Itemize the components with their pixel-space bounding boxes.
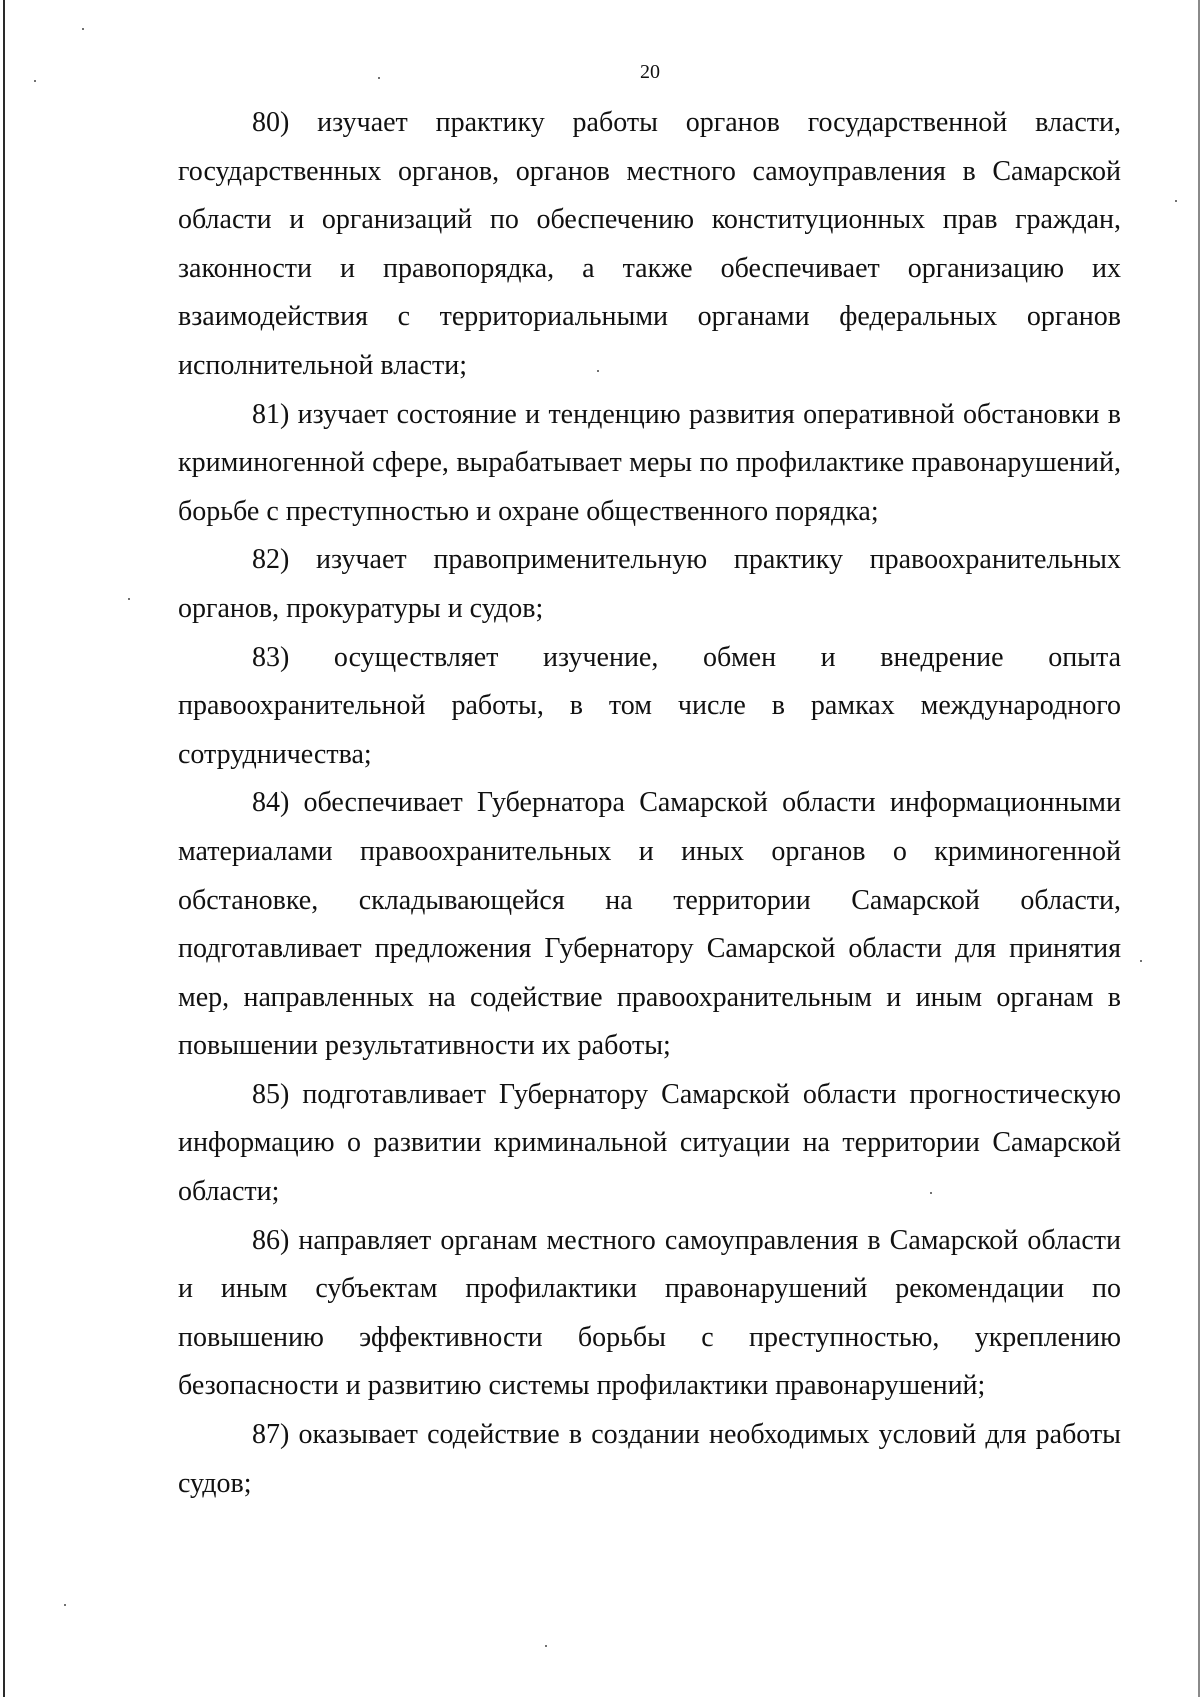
- scan-edge-left: [3, 0, 5, 1697]
- paragraph-80: 80) изучает практику работы органов государственной власти, государственных органов, органов местного самоуправления в Самарской области и организаций по обеспечению конституционных прав граждан, законности и правопорядка, а также обеспечивает организацию их взаимодействия с территориальными органами федеральных органов исполнительной власти;: [178, 107, 1121, 381]
- scan-speck: [1175, 200, 1177, 202]
- scan-speck: [1140, 960, 1142, 962]
- paragraph-84: 84) обеспечивает Губернатора Самарской области информационными материалами правоохранительных и иных органов о криминогенной обстановке, складывающейся на территории Самарской области, подготавливает предложения Губернатору Самарской области для принятия мер, направленных на содействие правоохранительным и иным органам в повышении результативности их работы;: [178, 787, 1121, 1062]
- scan-speck: [82, 28, 84, 30]
- paragraph-87: 87) оказывает содействие в создании необходимых условий для работы судов;: [178, 1419, 1121, 1499]
- paragraph-81: 81) изучает состояние и тенденцию развития оперативной обстановки в криминогенной сфере, вырабатывает меры по профилактике правонарушений, борьбе с преступностью и охране общественного порядка;: [178, 398, 1121, 527]
- paragraph-85: 85) подготавливает Губернатору Самарской области прогностическую информацию о развитии криминальной ситуации на территории Самарской области;: [178, 1078, 1121, 1208]
- page-number: 20: [640, 61, 660, 83]
- scan-speck: [64, 1604, 66, 1606]
- scan-speck: [128, 598, 130, 600]
- document-body: [178, 99, 1121, 1508]
- paragraph-83: 83) осуществляет изучение, обмен и внедрение опыта правоохранительной работы, в том числе в рамках международного сотрудничества;: [178, 641, 1121, 770]
- scan-speck: [545, 1645, 547, 1647]
- paragraph-82: 82) изучает правоприменительную практику правоохранительных органов, прокуратуры и судов;: [178, 544, 1121, 624]
- paragraph-86: 86) направляет органам местного самоуправления в Самарской области и иным субъектам профилактики правонарушений рекомендации по повышению эффективности борьбы с преступностью, укреплению безопасности и развитию системы профилактики правонарушений;: [178, 1224, 1121, 1402]
